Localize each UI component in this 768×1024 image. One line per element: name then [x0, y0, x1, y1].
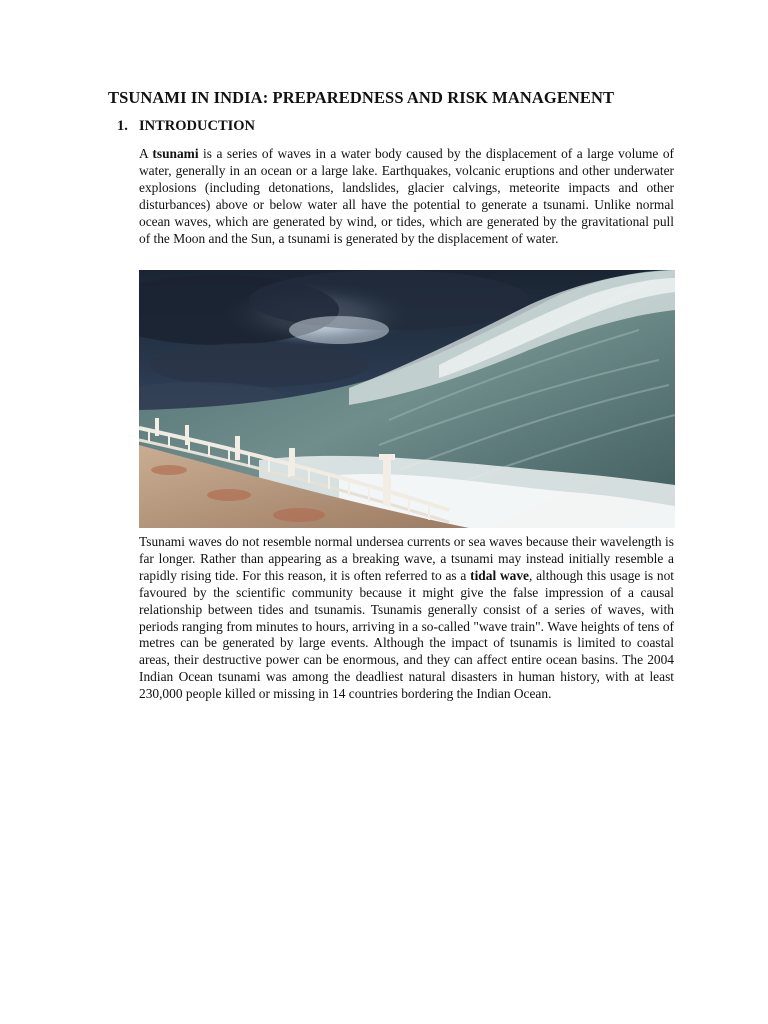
intro-paragraph-1	[139, 146, 674, 247]
paragraph-2-part-2: , although this usage is not favoured by the scientific community because it might give the false impression of a causal relationship between tides and tsunamis. Tsunamis generally consist of a series of waves, with periods ranging from minutes to hours, arriving in a so-called "wave train". Wave heights of tens of metres can be generated by large events. Although the impact of tsunamis is limited to coastal areas, their destructive power can be enormous, and they can affect entire ocean basins. The 2004 Indian Ocean tsunami was among the deadliest natural disasters in human history, with at least 230,000 people killed or missing in 14 countries bordering the Indian Ocean.	[139, 567, 674, 702]
section-heading	[117, 118, 255, 135]
section-title: INTRODUCTION	[139, 118, 256, 134]
document-title: TSUNAMI IN INDIA: PREPAREDNESS AND RISK MANAGENENT	[108, 88, 615, 107]
term-tidal-wave: tidal wave	[470, 567, 529, 583]
paragraph-2-part-1: Tsunami waves do not resemble normal undersea currents or sea waves because their wavelength is far longer. Rather than appearing as a breaking wave, a tsunami may instead initially resemble a rapidly rising tide. For this reason, it is often referred to as a	[139, 534, 674, 583]
tsunami-wave-photo	[139, 270, 675, 528]
paragraph-1-lead: A	[139, 146, 153, 161]
section-number: 1.	[117, 118, 128, 134]
paragraph-1-body: is a series of waves in a water body caused by the displacement of a large volume of water, generally in an ocean or a large lake. Earthquakes, volcanic eruptions and other underwater explosions (including detonations, landslides, glacier calvings, meteorite impacts and other disturbances) above or below water all have the potential to generate a tsunami. Unlike normal ocean waves, which are generated by wind, or tides, which are generated by the gravitational pull of the Moon and the Sun, a tsunami is generated by the displacement of water.	[139, 146, 674, 246]
intro-paragraph-2	[139, 534, 674, 703]
tsunami-illustration	[139, 270, 675, 528]
term-tsunami: tsunami	[152, 146, 199, 161]
